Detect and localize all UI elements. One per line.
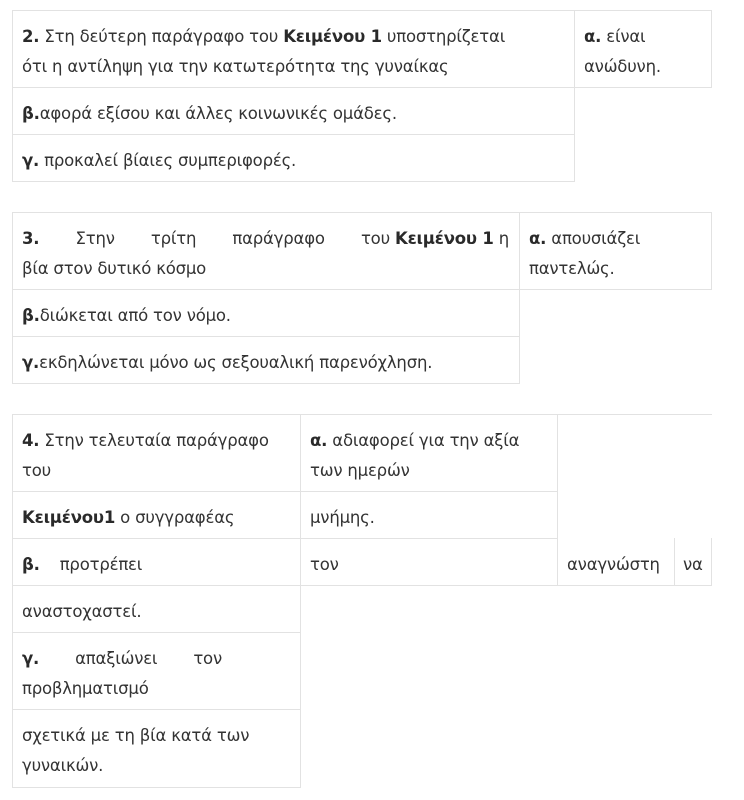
option-text: απουσιάζει xyxy=(546,229,641,248)
option-a xyxy=(519,212,712,289)
option-text: εκδηλώνεται μόνο ως σεξουαλική παρενόχληση. xyxy=(39,353,433,372)
question-number: 4. xyxy=(22,431,40,450)
option-label: β. xyxy=(22,555,40,574)
option-text-line4: γυναικών. xyxy=(22,756,104,775)
option-text: τον xyxy=(310,555,339,574)
option-text-line2: ανώδυνη. xyxy=(584,57,661,76)
option-b xyxy=(12,289,519,336)
option-text: αναγνώστη xyxy=(567,555,660,574)
option-text: διώκεται από τον νόμο. xyxy=(39,306,231,325)
option-b-word xyxy=(300,538,557,585)
option-label: α. xyxy=(310,431,328,450)
option-label: β. xyxy=(22,306,40,325)
question-word: του xyxy=(360,229,390,248)
option-text-line2: παντελώς. xyxy=(529,259,615,278)
divider xyxy=(12,787,301,788)
option-c-cont xyxy=(12,709,300,787)
question-word: Στην xyxy=(75,229,115,248)
option-text: είναι xyxy=(601,27,646,46)
question-text: Στην τελευταία παράγραφο xyxy=(39,431,269,450)
option-text: να xyxy=(683,555,703,574)
option-a xyxy=(300,414,557,491)
text-reference: Κειμένου 1 xyxy=(394,229,494,248)
option-text-line2: προβληματισμό xyxy=(22,679,149,698)
question-4-stem-cont xyxy=(12,491,300,538)
question-number: 3. xyxy=(22,229,40,248)
question-text-line2: βία στον δυτικό κόσμο xyxy=(22,259,207,278)
option-c xyxy=(12,632,300,709)
option-text: αδιαφορεί για την αξία xyxy=(327,431,520,450)
option-b-cont xyxy=(12,585,300,632)
question-4-stem xyxy=(12,414,300,491)
question-word: παράγραφο xyxy=(232,229,325,248)
option-b-word xyxy=(674,538,712,585)
divider xyxy=(12,383,520,384)
question-word: τρίτη xyxy=(150,229,197,248)
option-b xyxy=(12,87,574,134)
text-reference: Κειμένου1 xyxy=(22,508,116,527)
option-text-line3: μνήμης. xyxy=(310,508,375,527)
question-number: 2. xyxy=(22,27,40,46)
option-c xyxy=(12,134,574,181)
option-label: γ. xyxy=(22,649,40,668)
option-b-word xyxy=(557,538,674,585)
question-text: ο συγγραφέας xyxy=(115,508,235,527)
question-text: υποστηρίζεται xyxy=(381,27,506,46)
option-text: προκαλεί βίαιες συμπεριφορές. xyxy=(39,151,297,170)
option-label: β. xyxy=(22,104,40,123)
option-a xyxy=(574,10,712,87)
option-text: αφορά εξίσου και άλλες κοινωνικές ομάδες. xyxy=(39,104,397,123)
question-2-stem xyxy=(12,10,574,87)
question-text: Στη δεύτερη παράγραφο του xyxy=(39,27,284,46)
option-text-line2: των ημερών xyxy=(310,461,410,480)
question-3-stem xyxy=(12,212,519,289)
question-word: η xyxy=(498,229,509,248)
option-text-line3: σχετικά με τη βία κατά των xyxy=(22,726,250,745)
option-text: προτρέπει xyxy=(59,555,143,574)
option-b xyxy=(12,538,300,585)
option-label: γ. xyxy=(22,151,40,170)
question-text-line2: ότι η αντίληψη για την κατωτερότητα της γυναίκας xyxy=(22,57,449,76)
question-text-line2: του xyxy=(22,461,51,480)
divider xyxy=(12,181,575,182)
option-label: α. xyxy=(529,229,547,248)
option-a-cont xyxy=(300,491,557,538)
option-text: τον xyxy=(193,649,222,668)
option-c xyxy=(12,336,519,383)
option-text: απαξιώνει xyxy=(75,649,158,668)
option-label: α. xyxy=(584,27,602,46)
option-label: γ. xyxy=(22,353,40,372)
text-reference: Κειμένου 1 xyxy=(283,27,382,46)
option-text-line2: αναστοχαστεί. xyxy=(22,602,142,621)
